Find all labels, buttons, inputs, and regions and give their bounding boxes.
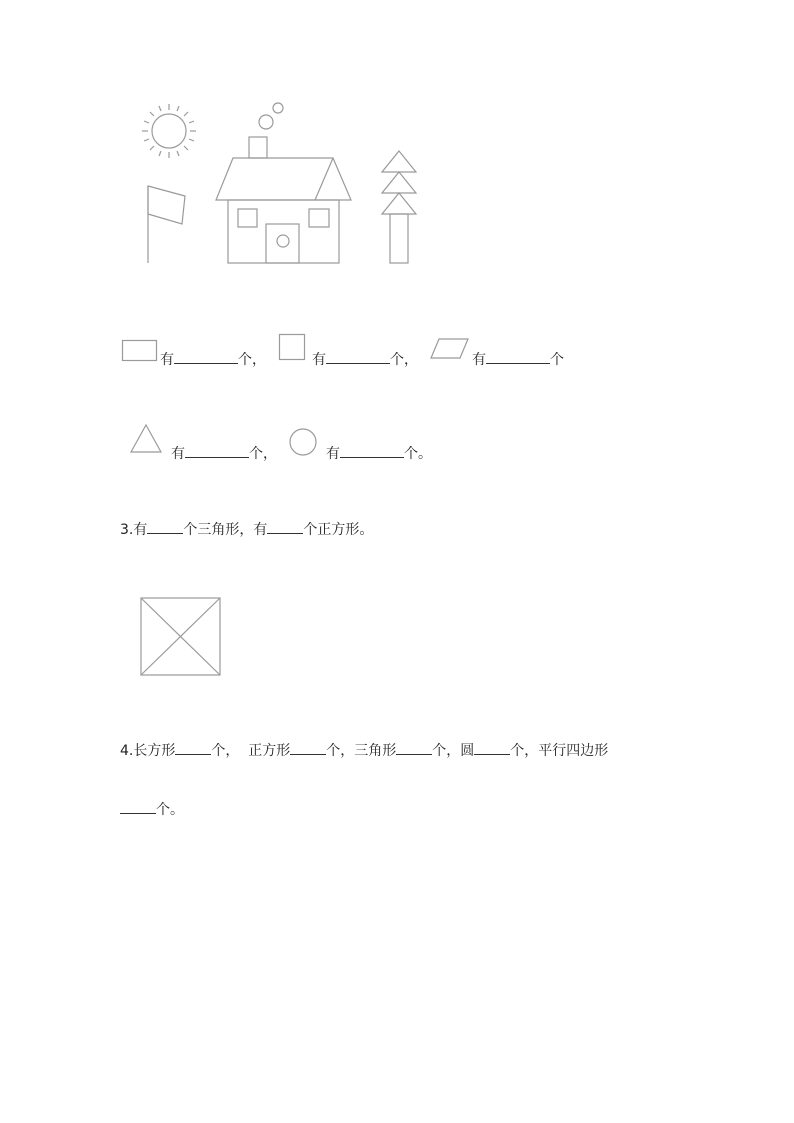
para-answer-blank[interactable] (486, 350, 550, 364)
square-answer-blank[interactable] (326, 350, 390, 364)
q4-parallelogram-blank[interactable] (120, 800, 156, 814)
q3-part2: 个三角形，有 (183, 522, 268, 538)
square-prefix: 有 (312, 352, 326, 368)
parallelogram-count-line (472, 350, 564, 369)
shapes-picture (0, 0, 794, 300)
house-icon (216, 103, 351, 263)
q4-rect-blank[interactable] (175, 741, 211, 755)
tri-prefix: 有 (171, 446, 185, 462)
rect-suffix: 个， (238, 352, 266, 368)
circle-count-line (326, 444, 432, 463)
crossed-square-figure (140, 597, 222, 677)
circle-answer-blank[interactable] (340, 444, 404, 458)
q4-triangle-blank[interactable] (396, 741, 432, 755)
q4-part6: 个。 (156, 802, 184, 818)
q3-square-blank[interactable] (267, 520, 303, 534)
q4-part1: 4.长方形 (120, 743, 176, 759)
sun-icon (142, 104, 196, 158)
tree-icon (382, 151, 416, 263)
rect-answer-blank[interactable] (174, 350, 238, 364)
rectangle-count-line (160, 350, 266, 369)
flag-icon (148, 186, 185, 263)
triangle-icon (130, 424, 164, 454)
q3-triangle-blank[interactable] (147, 520, 183, 534)
q4-part4: 个，圆 (432, 743, 475, 759)
parallelogram-icon (430, 338, 470, 360)
circle-prefix: 有 (326, 446, 340, 462)
rectangle-icon (122, 340, 158, 362)
question-4-line-1 (120, 741, 608, 760)
tri-answer-blank[interactable] (185, 444, 249, 458)
question-4-line-2 (120, 800, 184, 819)
square-icon (279, 334, 307, 362)
rect-prefix: 有 (160, 352, 174, 368)
circle-suffix: 个。 (404, 446, 432, 462)
q3-part1: 3.有 (120, 522, 148, 538)
square-count-line (312, 350, 418, 369)
q4-part2: 个， 正方形 (211, 743, 291, 759)
q3-part3: 个正方形。 (303, 522, 374, 538)
circle-icon (289, 428, 321, 460)
para-suffix: 个 (550, 352, 564, 368)
triangle-count-line (171, 444, 277, 463)
tri-suffix: 个， (249, 446, 277, 462)
q4-part3: 个，三角形 (326, 743, 397, 759)
question-3 (120, 520, 373, 539)
q4-part5: 个，平行四边形 (510, 743, 609, 759)
square-suffix: 个， (390, 352, 418, 368)
para-prefix: 有 (472, 352, 486, 368)
q4-circle-blank[interactable] (474, 741, 510, 755)
q4-square-blank[interactable] (290, 741, 326, 755)
